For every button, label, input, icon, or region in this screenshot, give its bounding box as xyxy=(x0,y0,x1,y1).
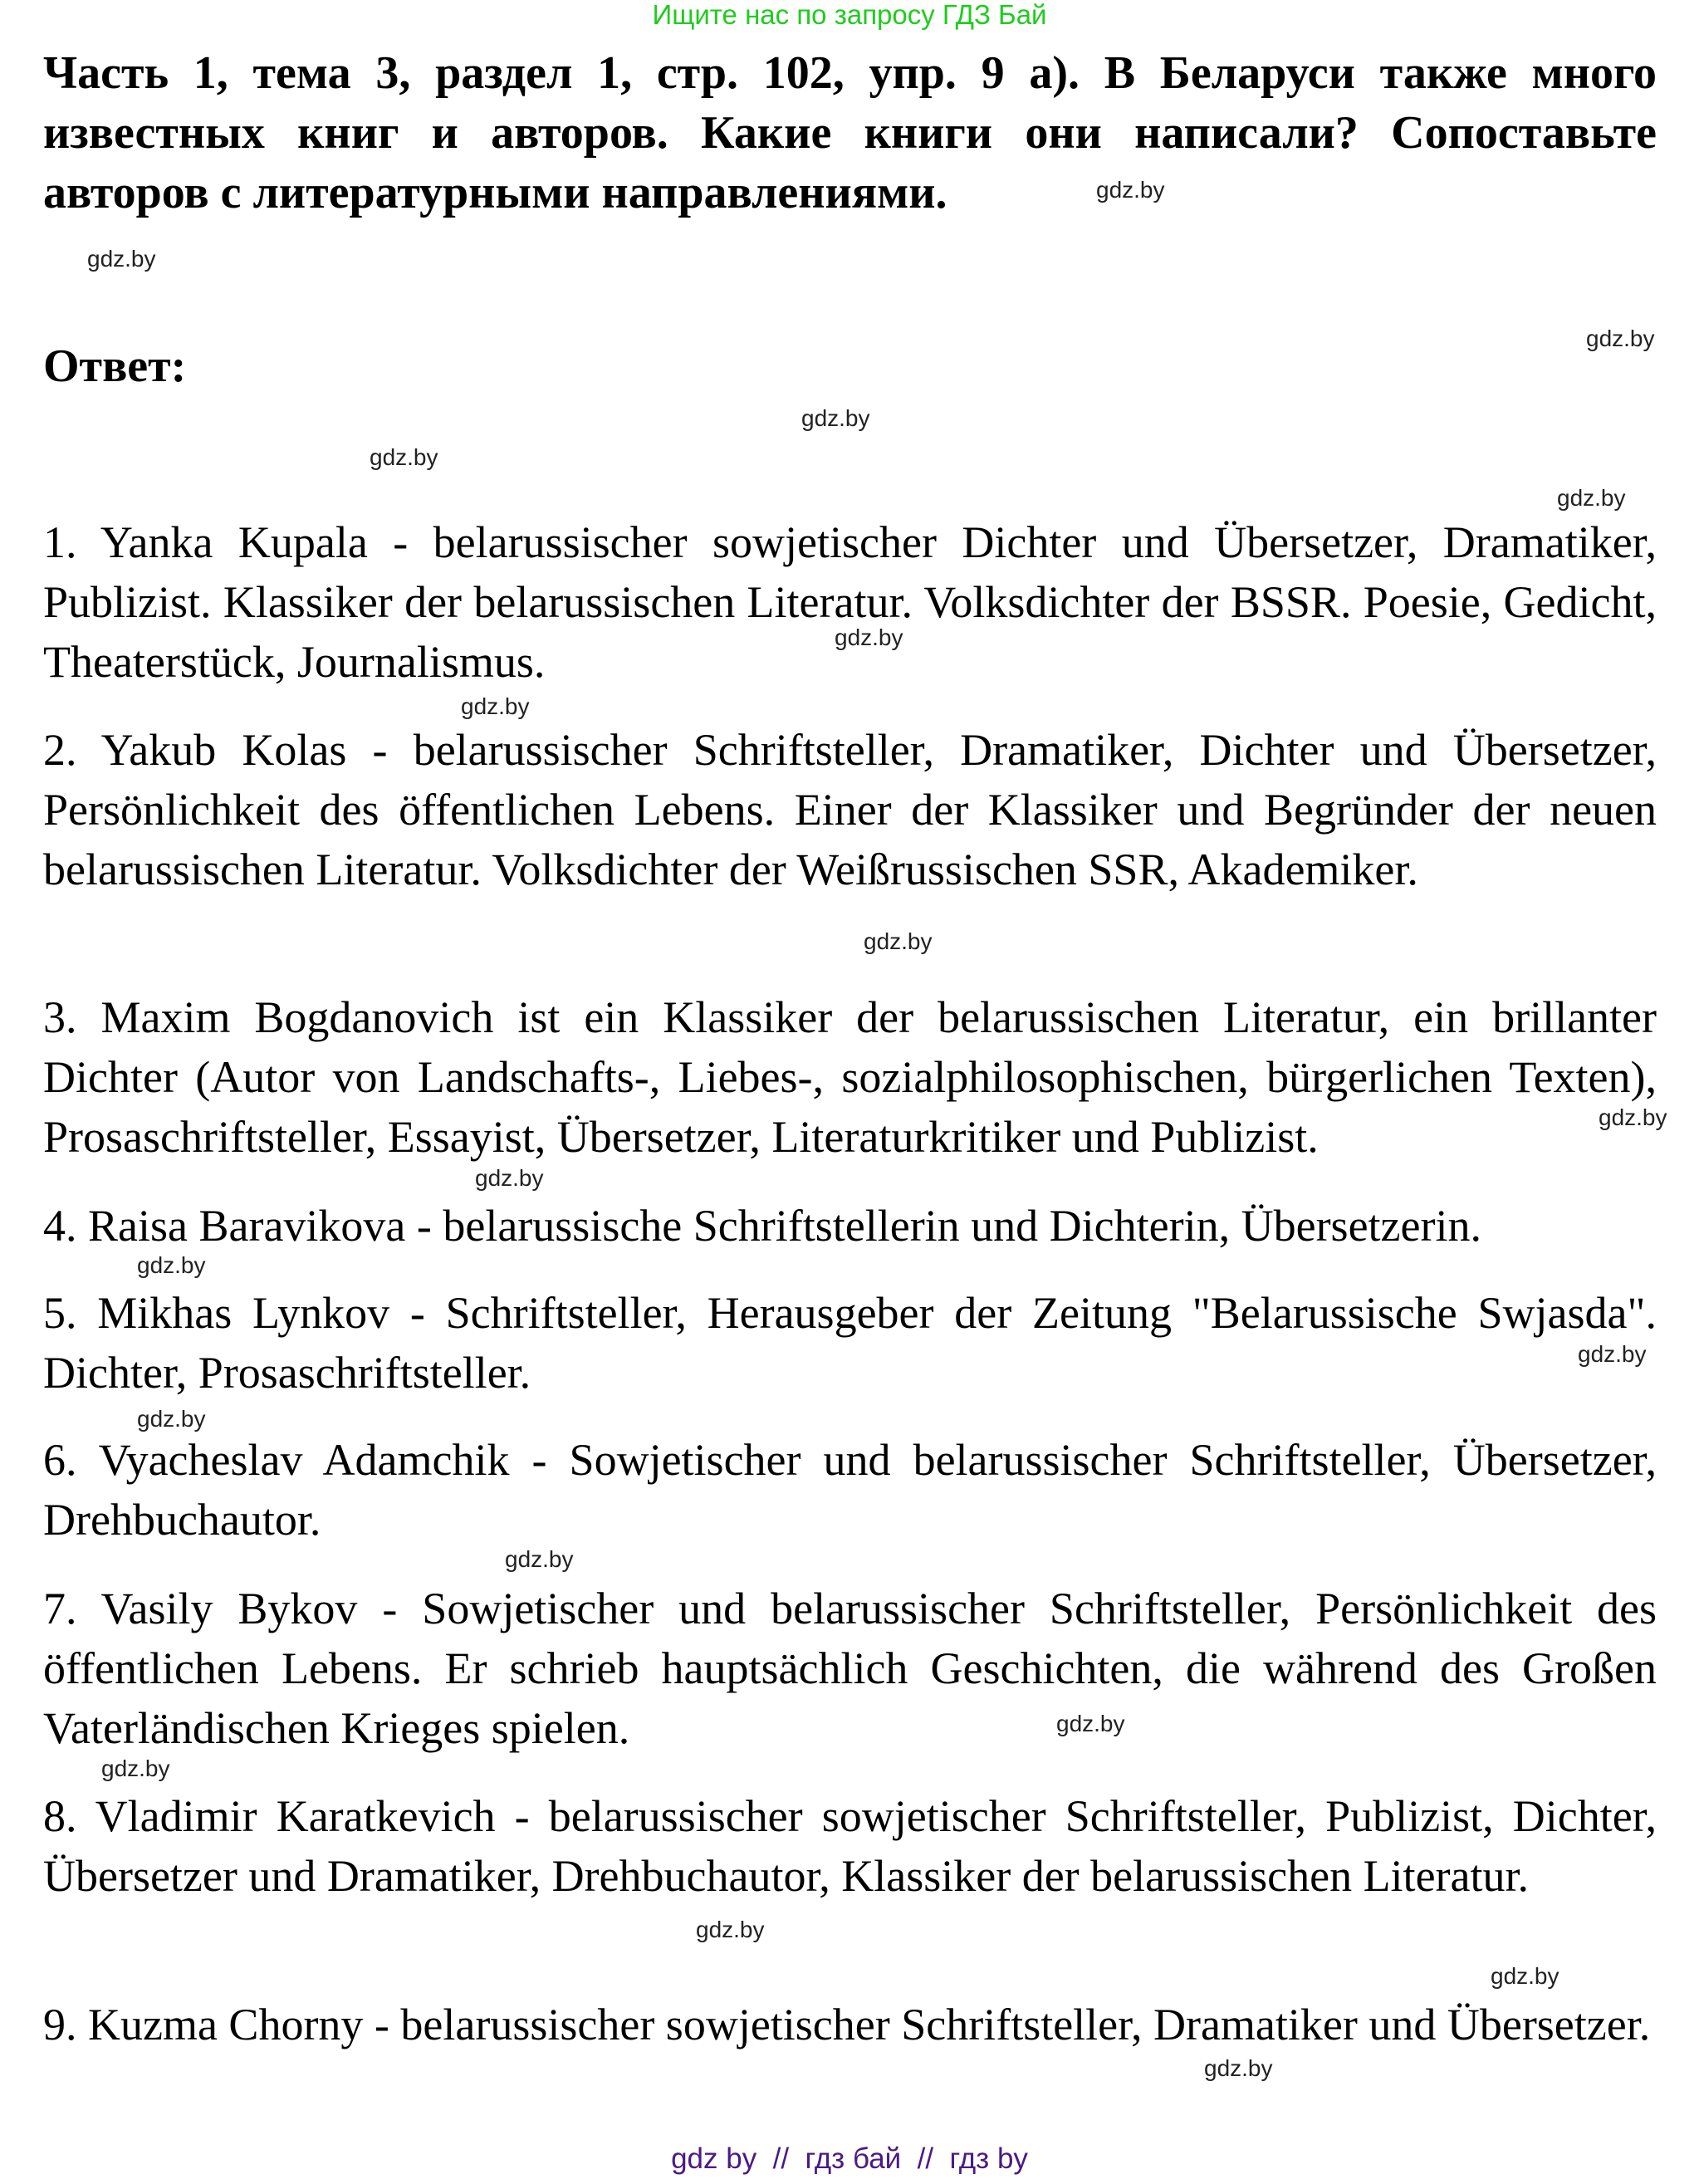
answer-item-6: 6. Vyacheslav Adamchik - Sowjetischer und belarussischer Schriftsteller, Übersetzer, Drehbuchautor. xyxy=(43,1435,1657,1545)
exercise-question: Часть 1, тема 3, раздел 1, стр. 102, упр. 9 а). В Беларуси также много известных книг и авторов. Какие книги они написали? Сопоставьте авторов с литературными направлениями. xyxy=(43,47,1657,218)
watermark: gdz.by xyxy=(696,1917,765,1942)
watermark: gdz.by xyxy=(1599,1104,1667,1130)
watermark: gdz.by xyxy=(137,1406,206,1432)
watermark: gdz.by xyxy=(87,246,156,272)
answer-item-8: 8. Vladimir Karatkevich - belarussischer sowjetischer Schriftsteller, Publizist, Dichter, Übersetzer und Dramatiker, Drehbuchautor, Klassiker der belarussischen Literatur. xyxy=(43,1791,1657,1901)
watermark: gdz.by xyxy=(1204,2055,1273,2081)
watermark: gdz.by xyxy=(835,624,903,650)
watermark: gdz.by xyxy=(1557,485,1626,511)
watermark: gdz.by xyxy=(505,1546,574,1572)
search-banner: Ищите нас по запросу ГДЗ Бай xyxy=(652,0,1047,30)
answer-label: Ответ: xyxy=(43,340,187,392)
answer-item-1: 1. Yanka Kupala - belarussischer sowjetischer Dichter und Übersetzer, Dramatiker, Publizist. Klassiker der belarussischen Literatur. Volksdichter der BSSR. Poesie, Gedicht, Theaterstück, Journalismus. xyxy=(43,517,1657,687)
watermark: gdz.by xyxy=(801,405,870,431)
watermark: gdz.by xyxy=(101,1756,170,1781)
answer-item-3: 3. Maxim Bogdanovich ist ein Klassiker der belarussischen Literatur, ein brillanter Dichter (Autor von Landschafts-, Liebes-, sozialphilosophischen, bürgerlichen Texten), Prosaschriftsteller, Essayist, Übersetzer, Literaturkritiker und Publizist. xyxy=(43,992,1657,1162)
watermark: gdz.by xyxy=(1491,1963,1559,1989)
watermark: gdz.by xyxy=(137,1252,206,1278)
watermark: gdz.by xyxy=(370,444,438,470)
answer-item-4: 4. Raisa Baravikova - belarussische Schriftstellerin und Dichterin, Übersetzerin. xyxy=(43,1201,1481,1251)
watermark: gdz.by xyxy=(864,928,933,954)
answer-item-5: 5. Mikhas Lynkov - Schriftsteller, Herausgeber der Zeitung "Belarussische Swjasda". Dichter, Prosaschriftsteller. xyxy=(43,1288,1657,1398)
answer-item-9: 9. Kuzma Chorny - belarussischer sowjetischer Schriftsteller, Dramatiker und Übersetzer. xyxy=(43,2000,1651,2049)
watermark: gdz.by xyxy=(461,693,530,719)
watermark: gdz.by xyxy=(1586,326,1655,351)
watermark: gdz.by xyxy=(1056,1711,1125,1736)
watermark: gdz.by xyxy=(475,1165,544,1191)
watermark: gdz.by xyxy=(1096,177,1165,203)
answer-item-2: 2. Yakub Kolas - belarussischer Schriftsteller, Dramatiker, Dichter und Übersetzer, Persönlichkeit des öffentlichen Lebens. Einer der Klassiker und Begründer der neuen belarussischen Literatur. Volksdichter der Weißrussischen SSR, Akademiker. xyxy=(43,725,1657,894)
site-footer: gdz by // гдз бай // гдз by xyxy=(671,2142,1028,2175)
watermark: gdz.by xyxy=(1578,1341,1647,1367)
answer-item-7: 7. Vasily Bykov - Sowjetischer und belarussischer Schriftsteller, Persönlichkeit des öffentlichen Lebens. Er schrieb hauptsächlich Geschichten, die während des Großen Vaterländischen Krieges spielen. xyxy=(43,1584,1657,1753)
